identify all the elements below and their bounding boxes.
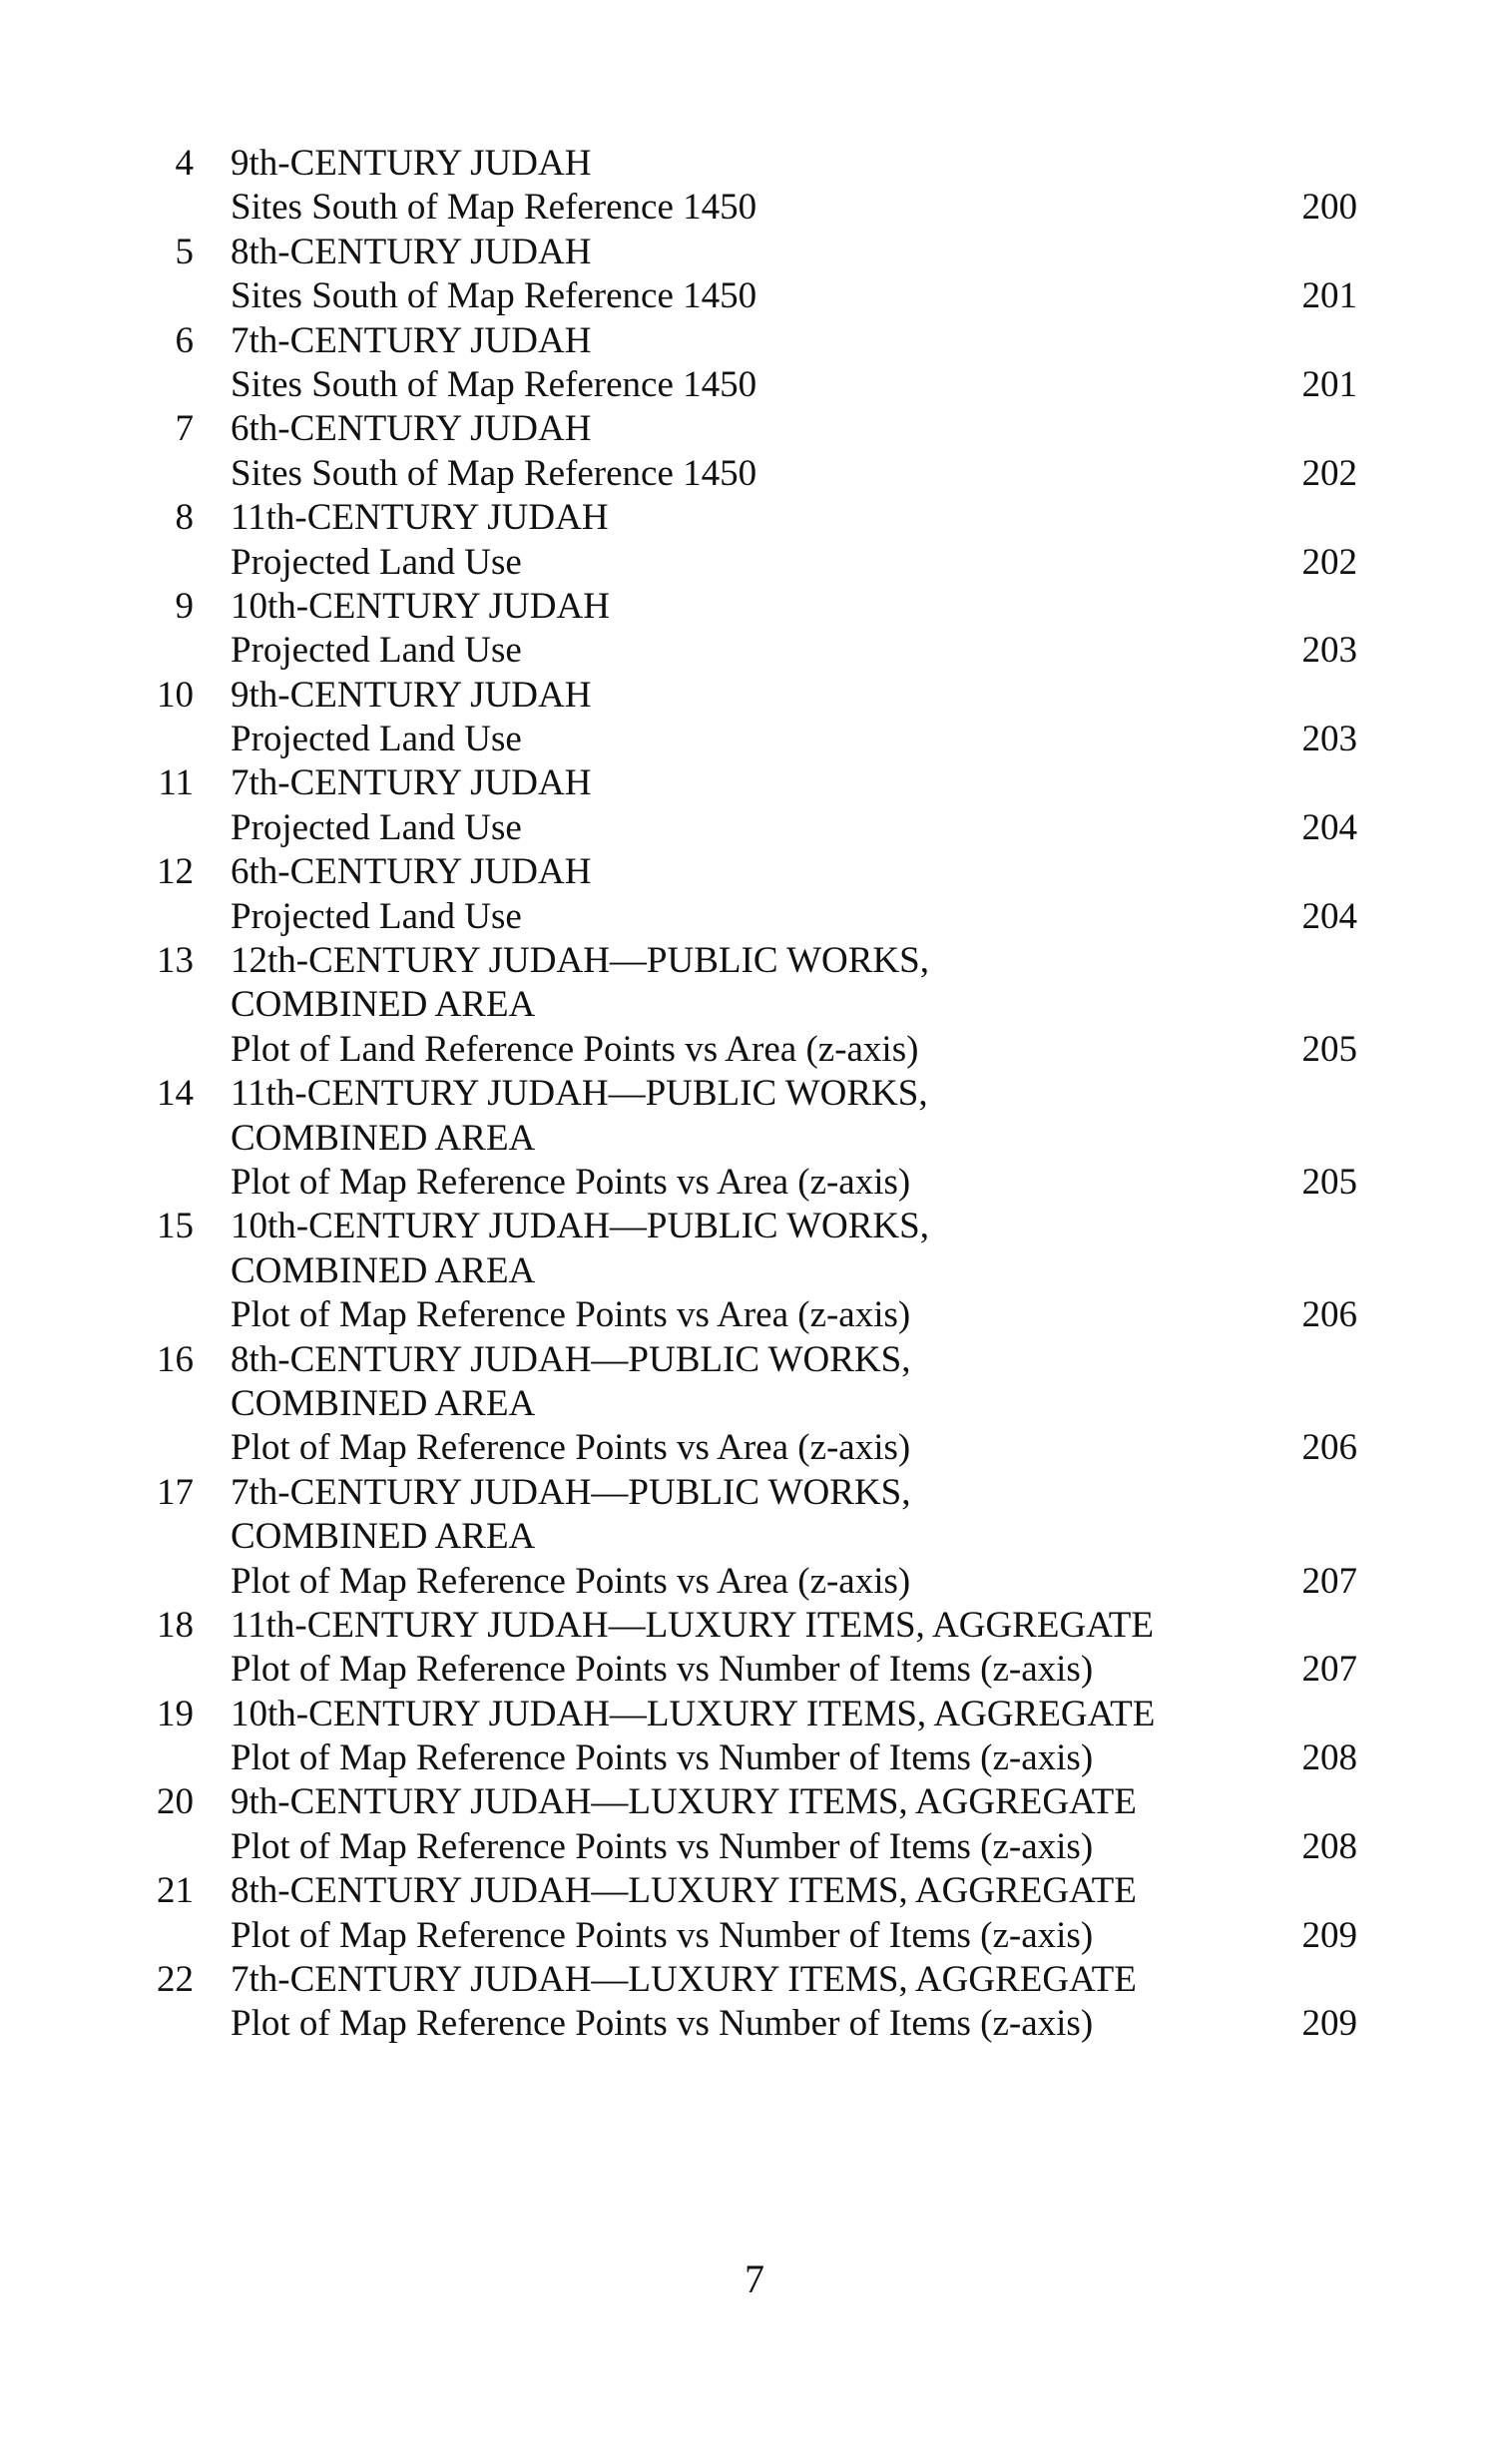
figure-title: COMBINED AREA bbox=[231, 1382, 536, 1424]
figure-title: 8th-CENTURY JUDAH bbox=[231, 231, 592, 272]
toc-entry bbox=[130, 1693, 1357, 1781]
figure-number: 19 bbox=[157, 1693, 194, 1734]
entry-title-line bbox=[130, 319, 1357, 363]
figure-subtitle: Plot of Map Reference Points vs Number of Items (z-axis) bbox=[231, 1914, 1094, 1956]
toc-entry bbox=[130, 319, 1357, 408]
figure-subtitle: Plot of Map Reference Points vs Area (z-axis) bbox=[231, 1427, 911, 1469]
entry-title-line bbox=[130, 407, 1357, 451]
page-reference: 205 bbox=[1301, 1028, 1357, 1070]
figure-subtitle: Projected Land Use bbox=[231, 541, 522, 583]
figure-title: 8th-CENTURY JUDAH—PUBLIC WORKS, bbox=[231, 1338, 911, 1380]
entry-title-line bbox=[130, 1072, 1357, 1116]
figure-number: 18 bbox=[157, 1604, 194, 1646]
figure-number: 13 bbox=[157, 940, 194, 982]
entry-title-line bbox=[130, 1117, 1357, 1161]
entry-subtitle-line bbox=[130, 1293, 1357, 1337]
figure-title: 11th-CENTURY JUDAH bbox=[231, 497, 609, 539]
page-reference: 205 bbox=[1301, 1161, 1357, 1203]
entry-title-line bbox=[130, 983, 1357, 1027]
page-reference: 209 bbox=[1301, 1914, 1357, 1956]
page-reference: 209 bbox=[1301, 2003, 1357, 2045]
figure-number: 7 bbox=[175, 408, 194, 450]
entry-title-line bbox=[130, 1604, 1357, 1648]
page-reference: 206 bbox=[1301, 1294, 1357, 1336]
figure-number: 16 bbox=[157, 1338, 194, 1380]
entry-title-line bbox=[130, 761, 1357, 805]
entry-subtitle-line bbox=[130, 274, 1357, 318]
page-reference: 207 bbox=[1301, 1649, 1357, 1691]
page-reference: 208 bbox=[1301, 1825, 1357, 1867]
figure-title: COMBINED AREA bbox=[231, 1117, 536, 1159]
toc-entry bbox=[130, 1205, 1357, 1337]
toc-entry bbox=[130, 1072, 1357, 1205]
figure-subtitle: Plot of Map Reference Points vs Area (z-axis) bbox=[231, 1161, 911, 1203]
entry-title-line bbox=[130, 1693, 1357, 1736]
page-reference: 203 bbox=[1301, 630, 1357, 672]
figure-title: 9th-CENTURY JUDAH bbox=[231, 674, 592, 716]
entry-title-line bbox=[130, 142, 1357, 186]
entry-title-line bbox=[130, 1958, 1357, 2002]
figure-subtitle: Plot of Map Reference Points vs Number of Items (z-axis) bbox=[231, 2003, 1094, 2045]
toc-entry bbox=[130, 1471, 1357, 1604]
toc-entry bbox=[130, 939, 1357, 1072]
toc-entry bbox=[130, 761, 1357, 850]
figure-number: 14 bbox=[157, 1073, 194, 1115]
entry-subtitle-line bbox=[130, 1560, 1357, 1604]
entry-title-line bbox=[130, 1780, 1357, 1824]
toc-entry bbox=[130, 1780, 1357, 1869]
figure-subtitle: Plot of Map Reference Points vs Area (z-axis) bbox=[231, 1560, 911, 1602]
figure-number: 21 bbox=[157, 1870, 194, 1912]
entry-subtitle-line bbox=[130, 1825, 1357, 1869]
toc-entry bbox=[130, 1869, 1357, 1958]
entry-title-line bbox=[130, 939, 1357, 983]
figure-subtitle: Plot of Map Reference Points vs Number of Items (z-axis) bbox=[231, 1649, 1094, 1691]
figure-title: 8th-CENTURY JUDAH—LUXURY ITEMS, AGGREGATE bbox=[231, 1870, 1137, 1912]
figure-number: 5 bbox=[175, 231, 194, 272]
figure-subtitle: Projected Land Use bbox=[231, 630, 522, 672]
entry-subtitle-line bbox=[130, 718, 1357, 761]
entry-subtitle-line bbox=[130, 629, 1357, 673]
entry-title-line bbox=[130, 850, 1357, 894]
figure-number: 15 bbox=[157, 1206, 194, 1247]
figure-title: 6th-CENTURY JUDAH bbox=[231, 851, 592, 893]
entry-title-line bbox=[130, 231, 1357, 274]
entry-subtitle-line bbox=[130, 1161, 1357, 1205]
figure-subtitle: Plot of Map Reference Points vs Number of Items (z-axis) bbox=[231, 1825, 1094, 1867]
page-number: 7 bbox=[745, 2256, 764, 2301]
page-reference: 206 bbox=[1301, 1427, 1357, 1469]
figure-title: 10th-CENTURY JUDAH—PUBLIC WORKS, bbox=[231, 1206, 929, 1247]
figure-subtitle: Sites South of Map Reference 1450 bbox=[231, 275, 757, 317]
entry-title-line bbox=[130, 1205, 1357, 1248]
entry-subtitle-line bbox=[130, 895, 1357, 939]
figure-number: 8 bbox=[175, 497, 194, 539]
entry-subtitle-line bbox=[130, 1426, 1357, 1470]
figure-title: COMBINED AREA bbox=[231, 984, 536, 1026]
entry-subtitle-line bbox=[130, 541, 1357, 585]
figure-title: COMBINED AREA bbox=[231, 1249, 536, 1291]
figure-subtitle: Projected Land Use bbox=[231, 719, 522, 760]
figure-number: 4 bbox=[175, 143, 194, 184]
entry-subtitle-line bbox=[130, 806, 1357, 850]
entry-subtitle-line bbox=[130, 1028, 1357, 1072]
figure-title: 7th-CENTURY JUDAH—LUXURY ITEMS, AGGREGATE bbox=[231, 1959, 1137, 2001]
figure-title: 12th-CENTURY JUDAH—PUBLIC WORKS, bbox=[231, 940, 929, 982]
entry-subtitle-line bbox=[130, 186, 1357, 230]
entry-subtitle-line bbox=[130, 1914, 1357, 1958]
page-reference: 200 bbox=[1301, 187, 1357, 229]
figure-subtitle: Sites South of Map Reference 1450 bbox=[231, 187, 757, 229]
entry-subtitle-line bbox=[130, 363, 1357, 407]
entry-title-line bbox=[130, 674, 1357, 718]
entry-title-line bbox=[130, 1382, 1357, 1426]
entry-title-line bbox=[130, 585, 1357, 629]
figure-title: COMBINED AREA bbox=[231, 1516, 536, 1558]
figure-title: 10th-CENTURY JUDAH bbox=[231, 585, 610, 627]
page-reference: 202 bbox=[1301, 541, 1357, 583]
entry-subtitle-line bbox=[130, 2002, 1357, 2046]
figure-number: 6 bbox=[175, 319, 194, 361]
figure-number: 10 bbox=[157, 674, 194, 716]
figure-number: 20 bbox=[157, 1781, 194, 1823]
entry-title-line bbox=[130, 1515, 1357, 1559]
figure-subtitle: Projected Land Use bbox=[231, 895, 522, 937]
toc-entry bbox=[130, 407, 1357, 496]
figure-subtitle: Plot of Map Reference Points vs Area (z-axis) bbox=[231, 1294, 911, 1336]
page-reference: 204 bbox=[1301, 806, 1357, 848]
figure-title: 9th-CENTURY JUDAH bbox=[231, 143, 592, 184]
entry-title-line bbox=[130, 1471, 1357, 1515]
toc-entry bbox=[130, 1338, 1357, 1471]
entry-title-line bbox=[130, 1869, 1357, 1913]
entry-title-line bbox=[130, 496, 1357, 540]
page-reference: 203 bbox=[1301, 719, 1357, 760]
toc-entry bbox=[130, 850, 1357, 939]
figure-title: 10th-CENTURY JUDAH—LUXURY ITEMS, AGGREGATE bbox=[231, 1693, 1156, 1734]
toc-entry bbox=[130, 1604, 1357, 1693]
entry-subtitle-line bbox=[130, 1736, 1357, 1780]
figure-title: 7th-CENTURY JUDAH bbox=[231, 319, 592, 361]
figure-subtitle: Sites South of Map Reference 1450 bbox=[231, 452, 757, 494]
figure-title: 9th-CENTURY JUDAH—LUXURY ITEMS, AGGREGATE bbox=[231, 1781, 1137, 1823]
figure-number: 22 bbox=[157, 1959, 194, 2001]
figure-subtitle: Plot of Map Reference Points vs Number of Items (z-axis) bbox=[231, 1737, 1094, 1779]
page-reference: 201 bbox=[1301, 275, 1357, 317]
figure-subtitle: Sites South of Map Reference 1450 bbox=[231, 363, 757, 405]
figure-number: 12 bbox=[157, 851, 194, 893]
figure-title: 11th-CENTURY JUDAH—LUXURY ITEMS, AGGREGATE bbox=[231, 1604, 1154, 1646]
figure-number: 9 bbox=[175, 585, 194, 627]
page-reference: 208 bbox=[1301, 1737, 1357, 1779]
entry-subtitle-line bbox=[130, 452, 1357, 496]
toc-entry bbox=[130, 496, 1357, 585]
toc-entry bbox=[130, 231, 1357, 319]
figure-subtitle: Projected Land Use bbox=[231, 806, 522, 848]
page-reference: 204 bbox=[1301, 895, 1357, 937]
toc-entry bbox=[130, 585, 1357, 674]
figure-number: 11 bbox=[158, 762, 194, 804]
figure-title: 6th-CENTURY JUDAH bbox=[231, 408, 592, 450]
figure-subtitle: Plot of Land Reference Points vs Area (z-axis) bbox=[231, 1028, 919, 1070]
entry-title-line bbox=[130, 1338, 1357, 1382]
entry-title-line bbox=[130, 1249, 1357, 1293]
toc-entry bbox=[130, 142, 1357, 231]
page-reference: 207 bbox=[1301, 1560, 1357, 1602]
page-reference: 202 bbox=[1301, 452, 1357, 494]
figure-title: 7th-CENTURY JUDAH bbox=[231, 762, 592, 804]
toc-entry bbox=[130, 1958, 1357, 2047]
entry-subtitle-line bbox=[130, 1648, 1357, 1692]
figure-number: 17 bbox=[157, 1471, 194, 1513]
figure-title: 7th-CENTURY JUDAH—PUBLIC WORKS, bbox=[231, 1471, 911, 1513]
figure-title: 11th-CENTURY JUDAH—PUBLIC WORKS, bbox=[231, 1073, 928, 1115]
page-reference: 201 bbox=[1301, 363, 1357, 405]
toc-entry bbox=[130, 674, 1357, 762]
list-of-figures bbox=[130, 142, 1357, 2047]
